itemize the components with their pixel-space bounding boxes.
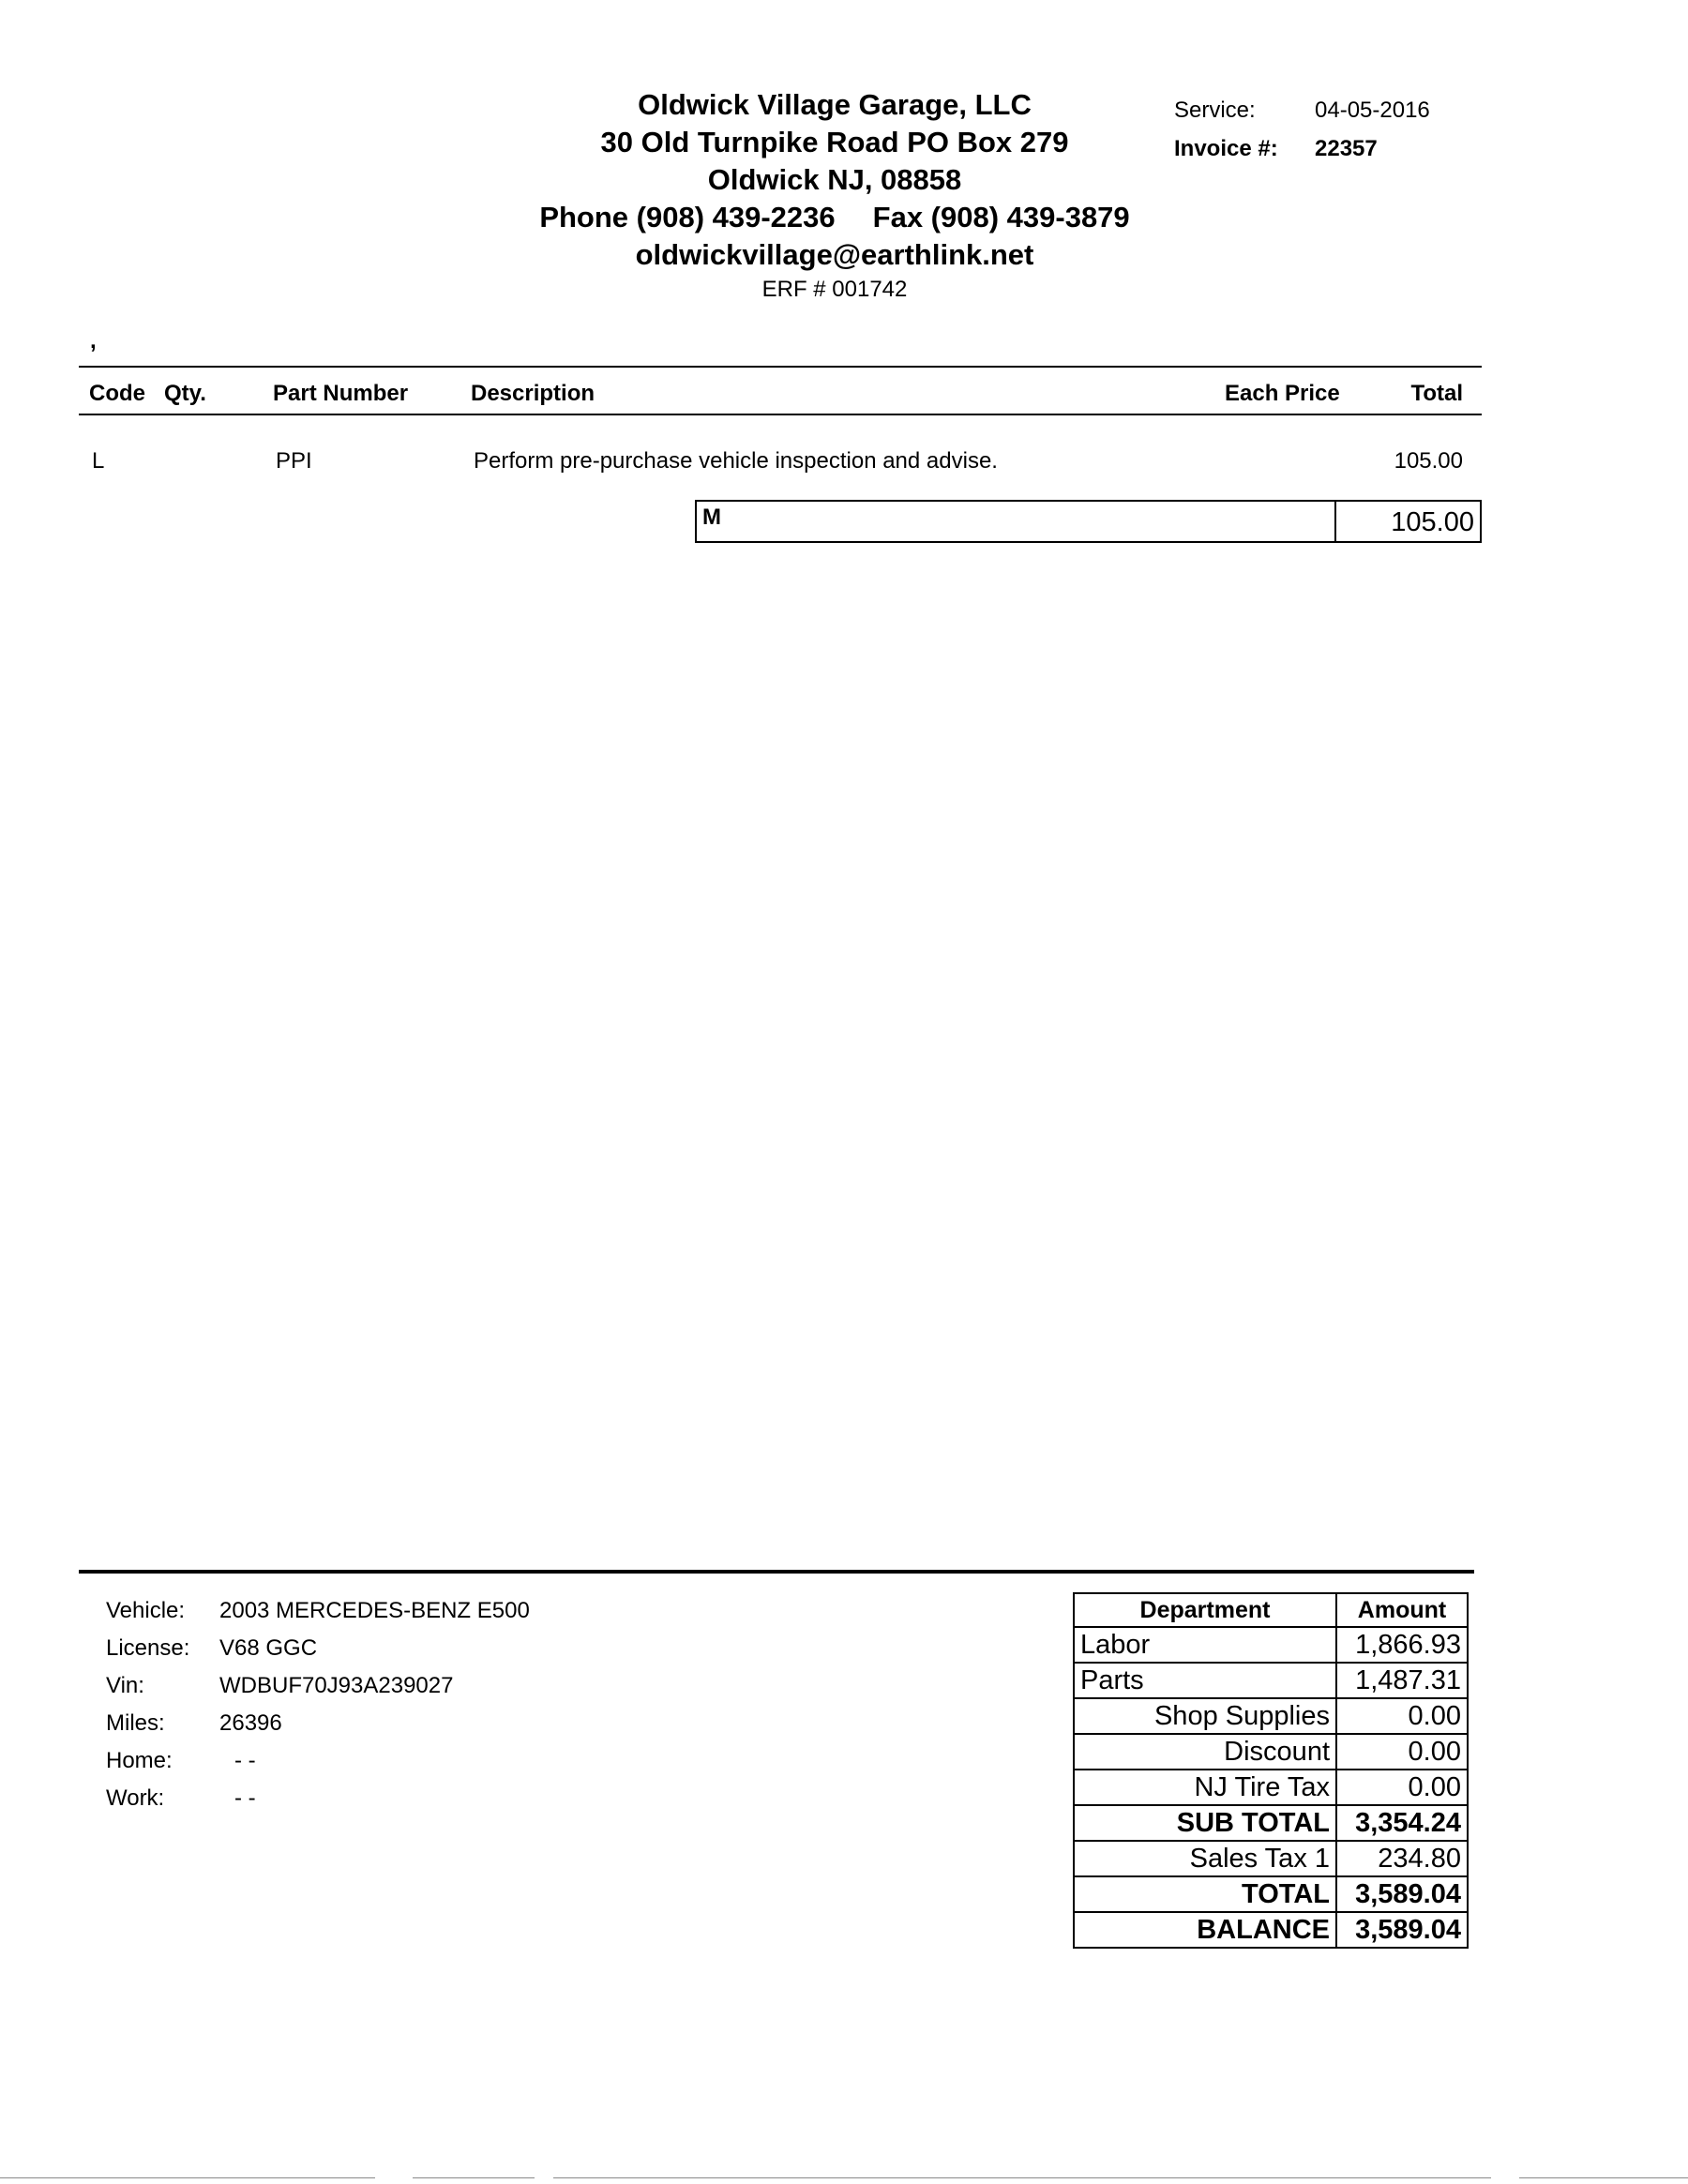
table-row xyxy=(1074,1698,1468,1734)
col-header-total: Total xyxy=(1410,381,1463,406)
summary-label-shop-supplies: Shop Supplies xyxy=(1074,1698,1336,1734)
summary-label-balance: BALANCE xyxy=(1074,1912,1336,1948)
items-header-rule xyxy=(79,414,1482,415)
company-header xyxy=(488,86,1182,306)
invoice-number: 22357 xyxy=(1315,136,1378,161)
service-row xyxy=(1174,91,1430,129)
col-header-each-price: Each Price xyxy=(1225,381,1340,406)
vin-row xyxy=(106,1667,530,1705)
summary-label-sub-total: SUB TOTAL xyxy=(1074,1805,1336,1841)
service-date: 04-05-2016 xyxy=(1315,98,1430,123)
summary-label-sales-tax: Sales Tax 1 xyxy=(1074,1841,1336,1876)
summary-amount-discount: 0.00 xyxy=(1336,1734,1468,1770)
summary-header-row xyxy=(1074,1593,1468,1627)
license-label: License: xyxy=(106,1635,190,1661)
vehicle-info xyxy=(106,1592,530,1817)
vin-value: WDBUF70J93A239027 xyxy=(219,1673,454,1698)
license-value: V68 GGC xyxy=(219,1635,318,1661)
summary-amount-sales-tax: 234.80 xyxy=(1336,1841,1468,1876)
company-email: oldwickvillage@earthlink.net xyxy=(635,238,1034,271)
company-fax: Fax (908) 439-3879 xyxy=(872,201,1130,233)
miles-label: Miles: xyxy=(106,1710,165,1736)
summary-amount-labor: 1,866.93 xyxy=(1336,1627,1468,1663)
table-row xyxy=(1074,1663,1468,1698)
scan-artifact xyxy=(413,2177,535,2178)
summary-amount-sub-total: 3,354.24 xyxy=(1336,1805,1468,1841)
table-row xyxy=(1074,1841,1468,1876)
license-row xyxy=(106,1630,530,1667)
col-header-description: Description xyxy=(471,381,595,406)
summary-table xyxy=(1073,1592,1469,1949)
summary-label-parts: Parts xyxy=(1074,1663,1336,1698)
work-value: - - xyxy=(234,1785,256,1811)
company-address: 30 Old Turnpike Road PO Box 279 xyxy=(600,126,1069,158)
col-header-part-number: Part Number xyxy=(273,381,409,406)
summary-label-labor: Labor xyxy=(1074,1627,1336,1663)
category-code: M xyxy=(702,505,721,530)
miles-row xyxy=(106,1705,530,1742)
category-divider xyxy=(1334,502,1336,541)
scan-artifact xyxy=(553,2177,1491,2178)
home-row xyxy=(106,1742,530,1780)
company-phone: Phone (908) 439-2236 xyxy=(539,201,836,233)
table-row xyxy=(1074,1912,1468,1948)
summary-amount-shop-supplies: 0.00 xyxy=(1336,1698,1468,1734)
summary-amount-nj-tire-tax: 0.00 xyxy=(1336,1770,1468,1805)
item-total: 105.00 xyxy=(1394,448,1463,474)
company-contact-line xyxy=(488,199,1182,236)
vehicle-label: Vehicle: xyxy=(106,1598,186,1623)
table-row xyxy=(1074,1770,1468,1805)
col-header-qty: Qty. xyxy=(164,381,206,406)
service-label: Service: xyxy=(1174,98,1256,123)
summary-header-amount: Amount xyxy=(1336,1593,1468,1627)
erf-number: ERF # 001742 xyxy=(761,277,908,302)
summary-amount-parts: 1,487.31 xyxy=(1336,1663,1468,1698)
summary-amount-total: 3,589.04 xyxy=(1336,1876,1468,1912)
stray-mark: , xyxy=(90,328,97,354)
footer-rule xyxy=(79,1570,1474,1574)
home-label: Home: xyxy=(106,1748,173,1773)
table-row xyxy=(1074,1627,1468,1663)
summary-label-discount: Discount xyxy=(1074,1734,1336,1770)
items-top-rule xyxy=(79,366,1482,368)
summary-header-department: Department xyxy=(1074,1593,1336,1627)
item-part-number: PPI xyxy=(276,448,312,474)
company-city: Oldwick NJ, 08858 xyxy=(707,163,962,196)
item-description: Perform pre-purchase vehicle inspection and advise. xyxy=(474,448,998,474)
item-code: L xyxy=(92,448,105,474)
work-label: Work: xyxy=(106,1785,165,1811)
invoice-label: Invoice #: xyxy=(1174,136,1278,161)
table-row xyxy=(1074,1734,1468,1770)
home-value: - - xyxy=(234,1748,256,1773)
vin-label: Vin: xyxy=(106,1673,144,1698)
work-row xyxy=(106,1780,530,1817)
summary-amount-balance: 3,589.04 xyxy=(1336,1912,1468,1948)
vehicle-row xyxy=(106,1592,530,1630)
company-name: Oldwick Village Garage, LLC xyxy=(638,88,1032,121)
summary-label-nj-tire-tax: NJ Tire Tax xyxy=(1074,1770,1336,1805)
invoice-meta xyxy=(1174,91,1430,168)
table-row xyxy=(1074,1876,1468,1912)
col-header-code: Code xyxy=(89,381,145,406)
miles-value: 26396 xyxy=(219,1710,282,1736)
category-subtotal-box xyxy=(695,500,1482,543)
scan-artifact xyxy=(1519,2177,1688,2178)
scan-artifact xyxy=(0,2177,375,2178)
vehicle-value: 2003 MERCEDES-BENZ E500 xyxy=(219,1598,530,1623)
table-row xyxy=(1074,1805,1468,1841)
summary-label-total: TOTAL xyxy=(1074,1876,1336,1912)
category-subtotal: 105.00 xyxy=(1391,507,1474,537)
invoice-row xyxy=(1174,129,1430,168)
